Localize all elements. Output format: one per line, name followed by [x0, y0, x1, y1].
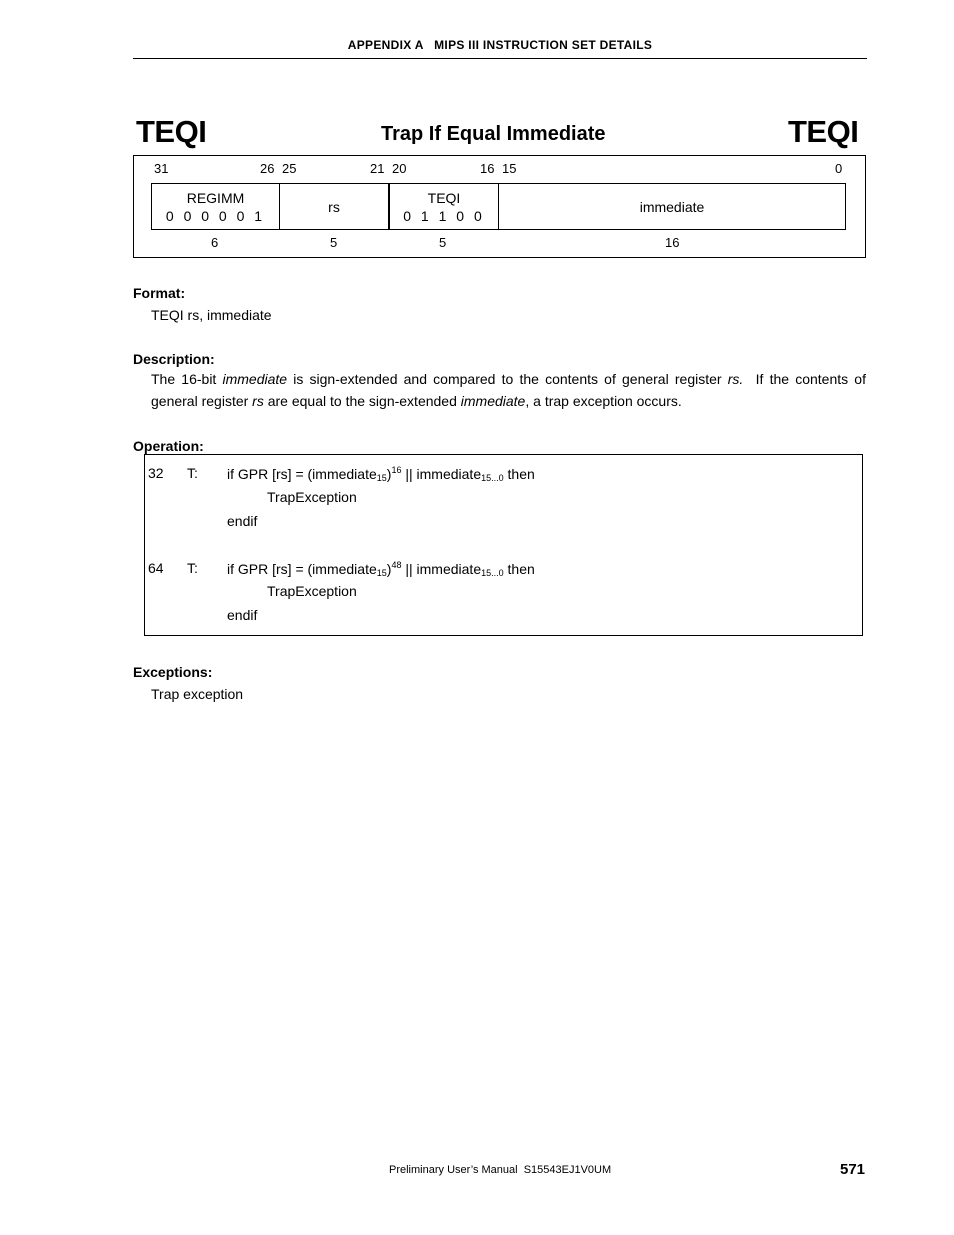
bit-position: 25	[282, 161, 297, 176]
field-immediate	[498, 184, 845, 229]
format-text: TEQI rs, immediate	[151, 307, 272, 323]
field-name: TEQI	[427, 189, 461, 206]
bit-position: 20	[392, 161, 407, 176]
op-action: TrapException	[267, 489, 357, 505]
field-name: REGIMM	[186, 189, 245, 206]
footer-manual-id: Preliminary User’s Manual S15543EJ1V0UM	[389, 1164, 612, 1176]
op-action: TrapException	[267, 583, 357, 599]
op-mode: 32	[148, 465, 164, 481]
field-teqi	[388, 184, 498, 229]
page-number: 571	[840, 1161, 866, 1178]
bit-position: 26	[260, 161, 275, 176]
description-text: The 16-bit immediate is sign-extended and compared to the contents of general register rs. If the contents of general register rs are equal to the sign-extended immediate, a trap exception occurs.	[151, 371, 870, 409]
field-width: 16	[665, 235, 680, 250]
operation-heading: Operation:	[133, 438, 204, 454]
field-width: 5	[330, 235, 338, 250]
mnemonic-right: TEQI	[788, 114, 859, 149]
field-code: 0 0 0 0 0 1	[165, 207, 266, 224]
op-condition: if GPR [rs] = (immediate$_{15}$)$^{16}$ || immediate$_{15...0}$ then	[227, 465, 535, 483]
field-width: 5	[439, 235, 447, 250]
instruction-name: Trap If Equal Immediate	[381, 123, 606, 145]
bit-position: 16	[480, 161, 495, 176]
bit-position: 0	[835, 161, 843, 176]
description-heading: Description:	[133, 351, 215, 367]
format-heading: Format:	[133, 285, 186, 301]
op-end: endif	[227, 607, 258, 623]
exceptions-heading: Exceptions:	[133, 664, 213, 680]
running-header: APPENDIX A MIPS III INSTRUCTION SET DETAILS	[347, 38, 653, 52]
header-rule	[133, 58, 867, 59]
field-width: 6	[211, 235, 219, 250]
exceptions-text: Trap exception	[151, 686, 244, 702]
op-mode: 64	[148, 560, 164, 576]
field-name: immediate	[639, 198, 705, 215]
op-stage: T:	[187, 560, 198, 576]
instruction-fields	[151, 183, 846, 230]
field-code: 0 1 1 0 0	[403, 207, 485, 224]
field-name: rs	[328, 198, 340, 215]
op-stage: T:	[187, 465, 198, 481]
bit-position: 15	[502, 161, 517, 176]
bit-position: 31	[154, 161, 169, 176]
op-end: endif	[227, 513, 258, 529]
bit-position: 21	[370, 161, 385, 176]
field-rs	[279, 184, 388, 229]
op-condition: if GPR [rs] = (immediate$_{15}$)$^{48}$ || immediate$_{15...0}$ then	[227, 560, 535, 578]
field-regimm	[152, 184, 279, 229]
mnemonic-left: TEQI	[136, 114, 207, 149]
